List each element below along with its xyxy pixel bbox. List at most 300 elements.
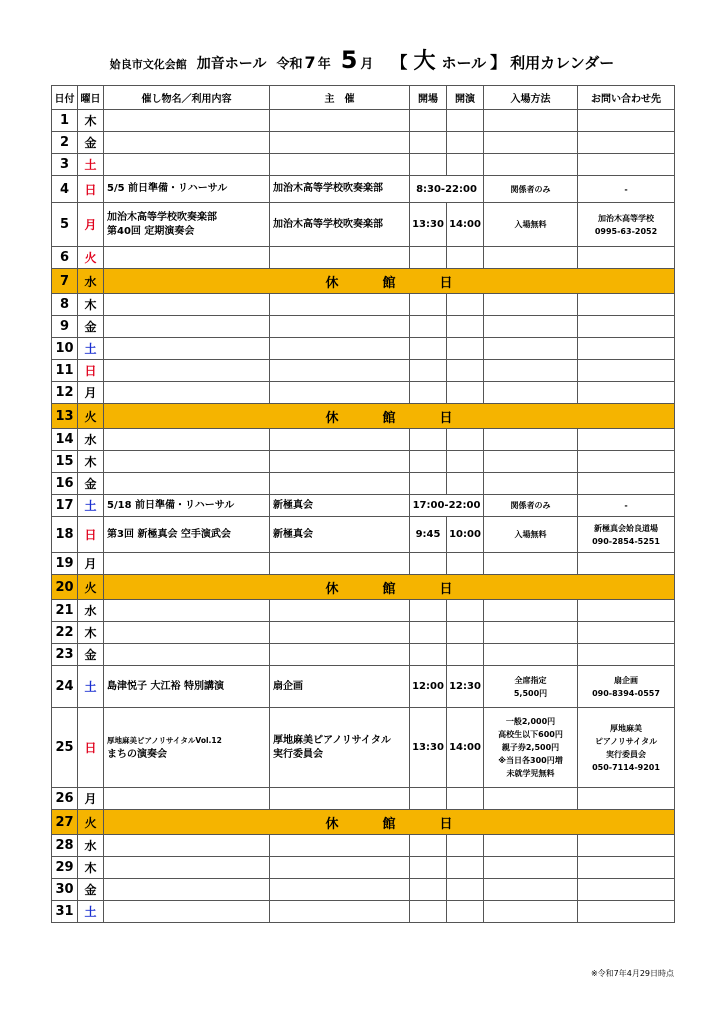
start-time <box>447 835 484 857</box>
start-time: 14:00 <box>447 203 484 247</box>
day-number: 8 <box>52 294 78 316</box>
weekday: 火 <box>78 810 104 835</box>
admission-cell <box>484 203 578 247</box>
title-year: 7 <box>304 53 316 72</box>
contact-cell <box>578 203 675 247</box>
table-row <box>52 879 675 901</box>
event-cell <box>104 495 270 517</box>
closed-label <box>104 269 675 294</box>
day-number: 25 <box>52 708 78 788</box>
host-name: 扇企画 <box>273 680 303 692</box>
start-time <box>447 644 484 666</box>
day-number: 28 <box>52 835 78 857</box>
contact-cell <box>578 247 675 269</box>
weekday: 水 <box>78 835 104 857</box>
contact-cell <box>578 600 675 622</box>
host-name: 加治木高等学校吹奏楽部 <box>273 218 383 230</box>
start-time: 12:30 <box>447 666 484 708</box>
admission-line: 未就学児無料 <box>506 769 555 778</box>
weekday: 土 <box>78 495 104 517</box>
host-cell <box>270 622 410 644</box>
event-cell <box>104 666 270 708</box>
day-number: 18 <box>52 517 78 553</box>
start-time <box>447 294 484 316</box>
open-time <box>410 857 447 879</box>
event-cell <box>104 110 270 132</box>
contact-line: 実行委員会 <box>606 749 646 759</box>
open-time <box>410 473 447 495</box>
table-row <box>52 451 675 473</box>
event-cell <box>104 176 270 203</box>
host-cell <box>270 176 410 203</box>
admission-cell <box>484 132 578 154</box>
event-cell <box>104 247 270 269</box>
closed-day-row <box>52 404 675 429</box>
closed-label <box>104 810 675 835</box>
table-row <box>52 517 675 553</box>
admission-cell <box>484 644 578 666</box>
host-cell <box>270 495 410 517</box>
table-row <box>52 857 675 879</box>
contact-line: - <box>624 501 628 510</box>
contact-cell <box>578 644 675 666</box>
header-row <box>52 86 675 110</box>
table-row <box>52 553 675 575</box>
day-number: 3 <box>52 154 78 176</box>
open-time <box>410 788 447 810</box>
contact-line: - <box>624 184 628 194</box>
closed-day-row <box>52 810 675 835</box>
usage-calendar-table <box>51 85 675 923</box>
closed-char: 館 <box>382 410 396 426</box>
start-time <box>447 901 484 923</box>
start-time <box>447 788 484 810</box>
page-title <box>0 44 724 74</box>
event-name: 加治木高等学校吹奏楽部 <box>107 211 217 223</box>
weekday: 日 <box>78 176 104 203</box>
event-cell <box>104 788 270 810</box>
open-time <box>410 338 447 360</box>
table-row <box>52 132 675 154</box>
host-cell <box>270 788 410 810</box>
start-time: 10:00 <box>447 517 484 553</box>
day-number: 10 <box>52 338 78 360</box>
day-number: 22 <box>52 622 78 644</box>
host-name: 新極真会 <box>273 499 313 511</box>
admission-cell <box>484 835 578 857</box>
closed-day-row <box>52 575 675 600</box>
admission-line: 関係者のみ <box>510 501 551 510</box>
start-time: 14:00 <box>447 708 484 788</box>
day-number: 1 <box>52 110 78 132</box>
header-host: 主 催 <box>270 86 410 110</box>
day-number: 27 <box>52 810 78 835</box>
header-start: 開演 <box>447 86 484 110</box>
event-cell <box>104 294 270 316</box>
contact-cell <box>578 879 675 901</box>
day-number: 24 <box>52 666 78 708</box>
weekday: 木 <box>78 110 104 132</box>
host-cell <box>270 473 410 495</box>
open-time: 9:45 <box>410 517 447 553</box>
title-bracket-close: 】 <box>490 53 507 72</box>
weekday: 木 <box>78 451 104 473</box>
contact-cell <box>578 495 675 517</box>
table-row <box>52 382 675 404</box>
open-time <box>410 132 447 154</box>
host-cell <box>270 247 410 269</box>
admission-cell <box>484 788 578 810</box>
host-cell <box>270 110 410 132</box>
admission-line: ※当日各300円増 <box>498 756 563 765</box>
closed-char: 休 <box>325 410 339 426</box>
event-cell <box>104 622 270 644</box>
contact-cell <box>578 708 675 788</box>
time-span: 8:30-22:00 <box>410 176 484 203</box>
admission-line: 全席指定 <box>514 675 547 685</box>
as-of-note: ※令和7年4月29日時点 <box>590 969 674 978</box>
header-open: 開場 <box>410 86 447 110</box>
open-time: 13:30 <box>410 203 447 247</box>
event-cell <box>104 644 270 666</box>
closed-char: 休 <box>325 816 339 832</box>
contact-cell <box>578 316 675 338</box>
weekday: 金 <box>78 473 104 495</box>
day-number: 16 <box>52 473 78 495</box>
admission-line: 親子券2,500円 <box>501 743 560 752</box>
closed-char: 日 <box>439 816 453 832</box>
admission-cell <box>484 429 578 451</box>
table-row <box>52 644 675 666</box>
contact-cell <box>578 382 675 404</box>
event-subtitle: 厚地麻美ピアノリサイタルVol.12 <box>107 735 222 745</box>
contact-line: 090-2854-5251 <box>592 536 660 546</box>
host-cell <box>270 879 410 901</box>
admission-cell <box>484 473 578 495</box>
admission-cell <box>484 360 578 382</box>
day-number: 29 <box>52 857 78 879</box>
host-cell <box>270 600 410 622</box>
start-time <box>447 382 484 404</box>
header-contact: お問い合わせ先 <box>578 86 675 110</box>
table-row <box>52 110 675 132</box>
table-row <box>52 360 675 382</box>
contact-cell <box>578 622 675 644</box>
host-cell <box>270 429 410 451</box>
admission-line: 入場無料 <box>514 220 547 229</box>
table-row <box>52 154 675 176</box>
day-number: 23 <box>52 644 78 666</box>
open-time <box>410 835 447 857</box>
day-number: 21 <box>52 600 78 622</box>
table-row <box>52 338 675 360</box>
start-time <box>447 154 484 176</box>
start-time <box>447 451 484 473</box>
day-number: 17 <box>52 495 78 517</box>
contact-line: 扇企画 <box>614 675 638 685</box>
open-time <box>410 901 447 923</box>
day-number: 5 <box>52 203 78 247</box>
closed-char: 日 <box>439 275 453 291</box>
event-cell <box>104 382 270 404</box>
contact-cell <box>578 666 675 708</box>
host-name: 新極真会 <box>273 528 313 540</box>
admission-cell <box>484 622 578 644</box>
host-cell <box>270 382 410 404</box>
open-time <box>410 360 447 382</box>
contact-line: 050-7114-9201 <box>592 762 660 772</box>
event-cell <box>104 517 270 553</box>
table-row <box>52 835 675 857</box>
open-time <box>410 622 447 644</box>
admission-cell <box>484 517 578 553</box>
table-row <box>52 294 675 316</box>
contact-line: 加治木高等学校 <box>598 213 654 223</box>
contact-cell <box>578 132 675 154</box>
weekday: 水 <box>78 429 104 451</box>
host-cell <box>270 553 410 575</box>
admission-cell <box>484 316 578 338</box>
admission-cell <box>484 382 578 404</box>
open-time <box>410 644 447 666</box>
day-number: 26 <box>52 788 78 810</box>
weekday: 金 <box>78 316 104 338</box>
table-row <box>52 708 675 788</box>
table-row <box>52 176 675 203</box>
host-name: 実行委員会 <box>273 748 323 760</box>
day-number: 15 <box>52 451 78 473</box>
table-row <box>52 622 675 644</box>
contact-cell <box>578 901 675 923</box>
start-time <box>447 338 484 360</box>
open-time <box>410 553 447 575</box>
table-row <box>52 901 675 923</box>
admission-line: 一般2,000円 <box>505 717 556 726</box>
host-cell <box>270 644 410 666</box>
day-number: 11 <box>52 360 78 382</box>
title-size: 大 <box>413 49 436 74</box>
time-span: 17:00-22:00 <box>410 495 484 517</box>
closed-char: 館 <box>382 275 396 291</box>
open-time <box>410 600 447 622</box>
admission-line: 高校生以下600円 <box>498 730 563 739</box>
table-row <box>52 666 675 708</box>
contact-cell <box>578 176 675 203</box>
open-time <box>410 382 447 404</box>
event-name: 5/5 前日準備・リハーサル <box>107 183 228 194</box>
title-month: 5 <box>340 46 358 74</box>
event-name: 島津悦子 大江裕 特別講演 <box>107 680 224 692</box>
event-name-line2: まちの演奏会 <box>107 748 167 760</box>
event-cell <box>104 203 270 247</box>
day-number: 31 <box>52 901 78 923</box>
weekday: 月 <box>78 788 104 810</box>
table-row <box>52 429 675 451</box>
contact-line: 新極真会姶良道場 <box>594 523 658 533</box>
host-cell <box>270 203 410 247</box>
weekday: 土 <box>78 154 104 176</box>
host-cell <box>270 666 410 708</box>
event-cell <box>104 451 270 473</box>
title-calendar: 利用カレンダー <box>510 54 615 72</box>
open-time <box>410 879 447 901</box>
host-name: 厚地麻美ピアノリサイタル <box>273 734 391 746</box>
closed-label <box>104 404 675 429</box>
admission-cell <box>484 666 578 708</box>
weekday: 火 <box>78 575 104 600</box>
start-time <box>447 316 484 338</box>
closed-char: 日 <box>439 581 453 597</box>
header-weekday: 曜日 <box>78 86 104 110</box>
admission-cell <box>484 294 578 316</box>
host-cell <box>270 708 410 788</box>
table-row <box>52 600 675 622</box>
closed-day-row <box>52 269 675 294</box>
host-cell <box>270 517 410 553</box>
weekday: 月 <box>78 382 104 404</box>
day-number: 30 <box>52 879 78 901</box>
event-cell <box>104 553 270 575</box>
day-number: 7 <box>52 269 78 294</box>
host-cell <box>270 901 410 923</box>
contact-cell <box>578 857 675 879</box>
contact-cell <box>578 473 675 495</box>
weekday: 木 <box>78 294 104 316</box>
calendar-body <box>52 110 675 923</box>
event-cell <box>104 154 270 176</box>
weekday: 土 <box>78 666 104 708</box>
host-cell <box>270 360 410 382</box>
contact-cell <box>578 110 675 132</box>
table-row <box>52 247 675 269</box>
event-cell <box>104 600 270 622</box>
open-time <box>410 110 447 132</box>
contact-cell <box>578 451 675 473</box>
weekday: 月 <box>78 203 104 247</box>
open-time <box>410 294 447 316</box>
start-time <box>447 360 484 382</box>
admission-cell <box>484 154 578 176</box>
open-time <box>410 154 447 176</box>
host-name: 加治木高等学校吹奏楽部 <box>273 183 383 194</box>
header-date: 日付 <box>52 86 78 110</box>
start-time <box>447 879 484 901</box>
host-cell <box>270 857 410 879</box>
day-number: 2 <box>52 132 78 154</box>
weekday: 金 <box>78 879 104 901</box>
weekday: 日 <box>78 360 104 382</box>
admission-cell <box>484 247 578 269</box>
admission-cell <box>484 600 578 622</box>
weekday: 日 <box>78 517 104 553</box>
admission-cell <box>484 879 578 901</box>
weekday: 木 <box>78 857 104 879</box>
open-time <box>410 247 447 269</box>
weekday: 火 <box>78 404 104 429</box>
header-event: 催し物名／利用内容 <box>104 86 270 110</box>
weekday: 日 <box>78 708 104 788</box>
contact-line: 厚地麻美 <box>610 723 642 733</box>
start-time <box>447 553 484 575</box>
admission-cell <box>484 901 578 923</box>
open-time <box>410 451 447 473</box>
day-number: 12 <box>52 382 78 404</box>
host-cell <box>270 338 410 360</box>
weekday: 金 <box>78 132 104 154</box>
day-number: 20 <box>52 575 78 600</box>
admission-cell <box>484 495 578 517</box>
day-number: 6 <box>52 247 78 269</box>
hall-name: 加音ホール <box>196 56 267 72</box>
admission-cell <box>484 708 578 788</box>
closed-label <box>104 575 675 600</box>
closed-char: 休 <box>325 581 339 597</box>
start-time <box>447 429 484 451</box>
weekday: 土 <box>78 901 104 923</box>
contact-cell <box>578 360 675 382</box>
event-cell <box>104 835 270 857</box>
contact-cell <box>578 517 675 553</box>
title-era: 令和 <box>276 57 303 72</box>
contact-cell <box>578 294 675 316</box>
contact-cell <box>578 553 675 575</box>
contact-cell <box>578 338 675 360</box>
weekday: 土 <box>78 338 104 360</box>
event-cell <box>104 879 270 901</box>
event-cell <box>104 901 270 923</box>
admission-cell <box>484 857 578 879</box>
admission-cell <box>484 451 578 473</box>
table-row <box>52 203 675 247</box>
event-cell <box>104 429 270 451</box>
admission-line: 5,500円 <box>513 688 548 698</box>
start-time <box>447 110 484 132</box>
closed-char: 館 <box>382 816 396 832</box>
host-cell <box>270 835 410 857</box>
weekday: 金 <box>78 644 104 666</box>
open-time: 12:00 <box>410 666 447 708</box>
event-name-line2: 第40回 定期演奏会 <box>107 225 195 237</box>
table-row <box>52 316 675 338</box>
event-cell <box>104 708 270 788</box>
admission-line: 入場無料 <box>514 530 547 539</box>
contact-cell <box>578 788 675 810</box>
weekday: 水 <box>78 269 104 294</box>
contact-cell <box>578 154 675 176</box>
start-time <box>447 247 484 269</box>
open-time: 13:30 <box>410 708 447 788</box>
header-admission: 入場方法 <box>484 86 578 110</box>
event-cell <box>104 857 270 879</box>
admission-cell <box>484 553 578 575</box>
closed-char: 館 <box>382 581 396 597</box>
start-time <box>447 132 484 154</box>
day-number: 13 <box>52 404 78 429</box>
host-cell <box>270 132 410 154</box>
title-hall-word: ホール <box>441 54 487 72</box>
open-time <box>410 429 447 451</box>
start-time <box>447 600 484 622</box>
closed-char: 日 <box>439 410 453 426</box>
title-year-suffix: 年 <box>317 57 331 72</box>
facility-name: 姶良市文化会館 <box>109 58 187 71</box>
contact-cell <box>578 429 675 451</box>
table-row <box>52 473 675 495</box>
closed-char: 休 <box>325 275 339 291</box>
event-cell <box>104 473 270 495</box>
event-cell <box>104 316 270 338</box>
weekday: 木 <box>78 622 104 644</box>
